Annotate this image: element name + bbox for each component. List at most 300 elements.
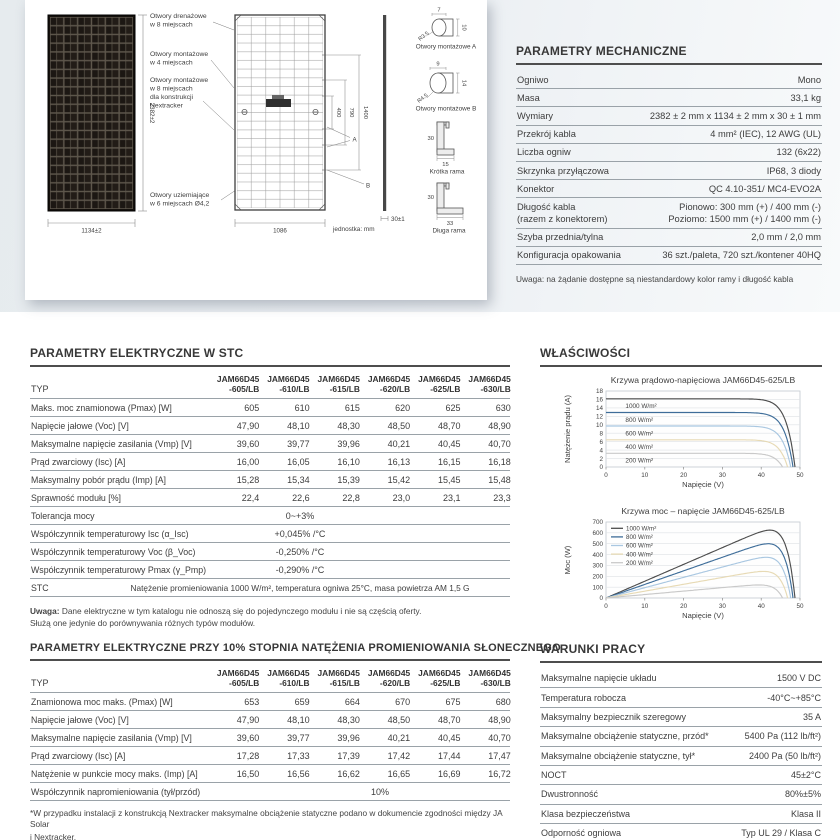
x-tick-label: 20 bbox=[680, 603, 688, 610]
x-tick-label: 50 bbox=[796, 603, 804, 610]
cell-value: 15,45 bbox=[437, 475, 461, 486]
row-label bbox=[517, 166, 609, 176]
model-name: JAM66D45 bbox=[418, 668, 461, 678]
operating-conditions-table bbox=[540, 669, 822, 840]
table-row bbox=[540, 727, 822, 746]
table-row bbox=[30, 693, 510, 711]
row-label-line: Konfiguracja opakowania bbox=[517, 250, 621, 261]
row-label: Maksymalny pobór prądu (Imp) [A] bbox=[31, 475, 166, 486]
y-tick-label: 12 bbox=[595, 413, 603, 421]
cell-value: 605 bbox=[244, 403, 260, 414]
cell-value: 23,1 bbox=[442, 493, 461, 504]
row-label bbox=[541, 751, 695, 761]
model-suffix: -630/LB bbox=[480, 384, 511, 395]
mechanical-table bbox=[516, 71, 822, 265]
column-header bbox=[259, 668, 309, 688]
row-value-line: 2,0 mm / 2,0 mm bbox=[751, 232, 821, 243]
cell-value: 39,60 bbox=[236, 439, 260, 450]
cell-value: 48,70 bbox=[437, 421, 461, 432]
model-suffix: -605/LB bbox=[229, 384, 260, 395]
span-value: Natężenie promieniowania 1000 W/m², temperatura ogniwa 25°C, masa powietrza AM 1,5 G bbox=[130, 583, 470, 594]
cell-value: 48,90 bbox=[488, 715, 511, 726]
cell-value: 16,69 bbox=[437, 769, 461, 780]
table-row bbox=[30, 471, 510, 489]
row-value-line: 2400 Pa (50 lb/ft²) bbox=[748, 750, 821, 761]
column-header bbox=[460, 374, 510, 394]
cell-value: 40,70 bbox=[488, 733, 511, 744]
model-suffix: -625/LB bbox=[430, 678, 461, 689]
hole-a-height-dim: 10 bbox=[460, 24, 467, 31]
row-label: Maksymalne napięcie zasilania (Vmp) [V] bbox=[31, 439, 192, 450]
row-label: Tolerancja mocy bbox=[31, 511, 95, 522]
row-label-line: Skrzynka przyłączowa bbox=[517, 165, 609, 176]
iv-curve-chart bbox=[540, 373, 822, 493]
row-label bbox=[541, 789, 598, 799]
row-label-line: Maksymalny bezpiecznik szeregowy bbox=[541, 711, 687, 722]
model-name: JAM66D45 bbox=[418, 374, 461, 384]
row-value-line: IP68, 3 diody bbox=[766, 165, 821, 176]
row-value bbox=[745, 731, 821, 741]
mechanical-note: Uwaga: na żądanie dostępne są niestandardowy kolor ramy i długość kabla bbox=[516, 273, 794, 284]
table-row bbox=[540, 708, 822, 727]
y-axis-label: Natężenie prądu (A) bbox=[563, 395, 572, 463]
cell-value: 680 bbox=[495, 697, 511, 708]
cell-value: 48,50 bbox=[387, 715, 411, 726]
cell-value: 610 bbox=[294, 403, 310, 414]
front-width-dim-lines bbox=[48, 219, 135, 227]
row-value-line: Pionowo: 300 mm (+) / 400 mm (-) bbox=[679, 201, 821, 212]
y-tick-label: 100 bbox=[592, 584, 603, 592]
cell-value: 48,30 bbox=[337, 421, 360, 432]
x-tick-label: 50 bbox=[796, 472, 804, 479]
column-header bbox=[410, 668, 460, 688]
row-value bbox=[767, 166, 821, 176]
cell-value: 16,13 bbox=[387, 457, 411, 468]
table-row bbox=[30, 561, 510, 579]
cell-value: 625 bbox=[445, 403, 461, 414]
x-axis-label: Napięcie (V) bbox=[682, 611, 724, 620]
row-label-line: Przekrój kabla bbox=[517, 129, 576, 140]
row-value bbox=[709, 184, 821, 194]
y-tick-label: 2 bbox=[599, 455, 603, 463]
mechanical-parameters-section bbox=[516, 44, 822, 285]
cell-value: 16,00 bbox=[236, 457, 260, 468]
model-name: JAM66D45 bbox=[468, 374, 511, 384]
column-header bbox=[209, 668, 259, 688]
front-view-drawing bbox=[48, 15, 155, 235]
row-label-line: Maksymalne obciążenie statyczne, przód* bbox=[541, 731, 709, 742]
row-label-line: Ogniwo bbox=[517, 74, 549, 85]
cell-value: 47,90 bbox=[236, 421, 260, 432]
detail-drawings bbox=[416, 8, 477, 235]
table-row bbox=[516, 247, 822, 265]
model-name: JAM66D45 bbox=[216, 668, 260, 678]
callout-line: w 4 miejscach bbox=[150, 59, 193, 67]
row-label: Napięcie jałowe (Voc) [V] bbox=[31, 421, 129, 432]
column-header bbox=[360, 374, 410, 394]
y-tick-label: 14 bbox=[595, 405, 603, 413]
row-label bbox=[541, 673, 657, 683]
y-axis-label: Moc (W) bbox=[563, 545, 572, 575]
rear-dim-400: 400 bbox=[335, 107, 341, 118]
cell-value: 670 bbox=[395, 697, 411, 708]
legend-label: 600 W/m² bbox=[625, 430, 654, 438]
row-label: Maks. moc znamionowa (Pmax) [W] bbox=[31, 403, 172, 414]
x-tick-label: 40 bbox=[757, 472, 765, 479]
row-value-line: 5400 Pa (112 lb/ft²) bbox=[744, 731, 821, 742]
y-tick-label: 10 bbox=[595, 421, 603, 429]
drawings-card bbox=[25, 0, 487, 300]
model-suffix: -605/LB bbox=[229, 678, 260, 689]
technical-drawings bbox=[25, 0, 487, 300]
row-label-line: Wymiary bbox=[517, 110, 554, 121]
y-tick-label: 200 bbox=[592, 573, 603, 581]
row-label bbox=[541, 770, 567, 780]
row-label-line: NOCT bbox=[541, 770, 567, 781]
column-header bbox=[460, 668, 510, 688]
cell-value: 17,44 bbox=[437, 751, 461, 762]
cell-value: 17,42 bbox=[387, 751, 411, 762]
stc-table bbox=[30, 371, 510, 597]
note-text: Dane elektryczne w tym katalogu nie odnoszą się do pojedynczego modułu i nie są częścią oferty. bbox=[59, 606, 422, 617]
y-tick-label: 0 bbox=[599, 464, 603, 472]
table-row bbox=[30, 579, 510, 597]
row-label-line: Konektor bbox=[517, 183, 555, 194]
table-row bbox=[516, 162, 822, 180]
column-header bbox=[310, 374, 360, 394]
hole-a-width-dim: 7 bbox=[437, 7, 441, 14]
legend-label: 200 W/m² bbox=[625, 457, 654, 465]
row-value bbox=[777, 147, 821, 157]
long-frame-profile bbox=[437, 183, 463, 214]
model-suffix: -620/LB bbox=[379, 678, 411, 689]
column-header bbox=[360, 668, 410, 688]
table-row bbox=[30, 453, 510, 471]
row-value-line: 80%±5% bbox=[785, 789, 821, 800]
cell-value: 16,15 bbox=[437, 457, 461, 468]
rear-width-dim-lines bbox=[235, 219, 325, 227]
cell-value: 22,8 bbox=[342, 493, 360, 504]
table-row bbox=[30, 729, 510, 747]
row-label bbox=[517, 232, 603, 242]
row-value bbox=[710, 129, 821, 139]
row-label: Natężenie w punkcie mocy maks. (Imp) [A] bbox=[31, 769, 198, 780]
front-width-dim: 1134±2 bbox=[81, 227, 102, 235]
rear-width-dim: 1086 bbox=[273, 227, 287, 235]
row-label bbox=[517, 93, 540, 103]
model-name: JAM66D45 bbox=[317, 374, 360, 384]
section-title-stc: PARAMETRY ELEKTRYCZNE W STC bbox=[30, 346, 244, 360]
row-label bbox=[517, 250, 621, 260]
row-label: Prąd zwarciowy (Isc) [A] bbox=[31, 457, 126, 468]
hole-b-width-dim: 9 bbox=[436, 61, 440, 68]
cell-value: 39,60 bbox=[236, 733, 260, 744]
cell-value: 675 bbox=[445, 697, 461, 708]
typ-label: TYP bbox=[31, 384, 49, 395]
span-value: +0,045% /°C bbox=[274, 529, 326, 540]
model-name: JAM66D45 bbox=[267, 668, 310, 678]
hole-b-height-dim: 14 bbox=[460, 79, 467, 87]
row-label: Współczynnik temperaturowy Isc (α_Isc) bbox=[31, 529, 189, 540]
hole-a-radius-dim: R3.5 bbox=[417, 30, 431, 43]
cell-value: 664 bbox=[344, 697, 360, 708]
y-tick-label: 500 bbox=[592, 540, 603, 548]
cell-value: 15,34 bbox=[287, 475, 310, 486]
rear-view-drawing bbox=[235, 15, 375, 235]
row-value-line: 35 A bbox=[802, 711, 821, 722]
column-header bbox=[259, 374, 309, 394]
legend-label: 400 W/m² bbox=[626, 551, 653, 559]
model-name: JAM66D45 bbox=[317, 668, 360, 678]
table-row bbox=[516, 229, 822, 247]
row-label bbox=[541, 809, 630, 819]
row-label bbox=[517, 147, 571, 157]
model-suffix: -615/LB bbox=[329, 384, 360, 395]
callout-line: Nextracker bbox=[150, 102, 183, 110]
y-tick-label: 400 bbox=[592, 551, 603, 559]
y-tick-label: 6 bbox=[599, 438, 603, 446]
table-row bbox=[540, 785, 822, 804]
row-label: Napięcie jałowe (Voc) [V] bbox=[31, 715, 129, 726]
low-irradiance-table bbox=[30, 665, 510, 801]
row-label: Sprawność modułu [%] bbox=[31, 493, 121, 504]
title-rule bbox=[540, 661, 822, 663]
y-tick-label: 0 bbox=[599, 595, 603, 603]
row-value-line: Mono bbox=[797, 74, 821, 85]
table-header-row bbox=[30, 371, 510, 399]
cell-value: 47,90 bbox=[236, 715, 260, 726]
stc-note-1 bbox=[30, 606, 510, 617]
low-irradiance-footnote-1: *W przypadku instalacji z konstrukcją Nextracker maksymalne obciążenie statyczne podano w dokumencie zgodności między JA Solar bbox=[30, 808, 503, 830]
hole-b-radius-dim: R4.5 bbox=[416, 92, 430, 105]
cell-value: 16,10 bbox=[337, 457, 360, 468]
cell-value: 17,39 bbox=[337, 751, 360, 762]
x-tick-label: 40 bbox=[757, 603, 765, 610]
model-suffix: -615/LB bbox=[329, 678, 360, 689]
rear-dim-790: 790 bbox=[348, 107, 354, 118]
cell-value: 17,33 bbox=[287, 751, 310, 762]
callout-line: Otwory montażowe bbox=[150, 51, 209, 58]
long-frame-width-dim: 33 bbox=[446, 221, 454, 227]
span-value: 10% bbox=[370, 787, 389, 798]
x-axis-label: Napięcie (V) bbox=[682, 480, 724, 489]
row-value bbox=[791, 93, 822, 103]
cell-value: 16,56 bbox=[287, 769, 310, 780]
cell-value: 659 bbox=[294, 697, 310, 708]
note-prefix: Uwaga: bbox=[30, 606, 60, 617]
table-row bbox=[516, 198, 822, 228]
short-frame-width-dim: 15 bbox=[442, 162, 449, 168]
model-suffix: -610/LB bbox=[279, 678, 310, 689]
row-label bbox=[517, 184, 554, 194]
section-title-low-irradiance: PARAMETRY ELEKTRYCZNE PRZY 10% STOPNIA NATĘŻENIA PROMIENIOWANIA SŁONECZNEGO bbox=[30, 642, 561, 654]
callout-line: w 8 miejscach bbox=[150, 21, 193, 29]
hole-mark-a: A bbox=[352, 136, 357, 144]
cell-value: 22,4 bbox=[241, 493, 260, 504]
table-row bbox=[516, 89, 822, 107]
table-row bbox=[30, 747, 510, 765]
table-row bbox=[30, 489, 510, 507]
cell-value: 15,48 bbox=[488, 475, 511, 486]
column-header bbox=[410, 374, 460, 394]
table-row bbox=[516, 180, 822, 198]
table-row bbox=[30, 399, 510, 417]
cell-value: 48,30 bbox=[337, 715, 360, 726]
span-value: -0,250% /°C bbox=[275, 547, 325, 558]
cell-value: 39,96 bbox=[337, 733, 360, 744]
table-row bbox=[540, 766, 822, 785]
cell-value: 48,70 bbox=[437, 715, 461, 726]
column-header bbox=[209, 374, 259, 394]
hole-a-label: Otwory montażowe A bbox=[415, 43, 477, 51]
chart-title: Krzywa moc – napięcie JAM66D45-625/LB bbox=[621, 506, 785, 516]
cell-value: 23,3 bbox=[493, 493, 511, 504]
row-value bbox=[662, 250, 821, 260]
callout-line: dla konstrukcji bbox=[150, 94, 194, 101]
table-row bbox=[540, 688, 822, 707]
table-row bbox=[540, 669, 822, 688]
cell-value: 15,28 bbox=[236, 475, 260, 486]
x-tick-label: 10 bbox=[641, 603, 649, 610]
legend-label: 800 W/m² bbox=[626, 534, 653, 542]
front-height-dim: 2382±2 bbox=[148, 102, 155, 124]
cell-value: 48,50 bbox=[387, 421, 411, 432]
cell-value: 17,47 bbox=[488, 751, 511, 762]
chart-title: Krzywa prądowo-napięciowa JAM66D45-625/LB bbox=[610, 375, 796, 385]
section-title-properties: WŁAŚCIWOŚCI bbox=[540, 346, 631, 360]
row-label-line: Dwustronność bbox=[541, 789, 599, 800]
row-label bbox=[541, 712, 686, 722]
x-tick-label: 0 bbox=[604, 472, 608, 479]
hole-b-label: Otwory montażowe B bbox=[415, 105, 477, 113]
table-row bbox=[30, 711, 510, 729]
title-rule bbox=[516, 63, 822, 65]
row-label-line: Liczba ogniw bbox=[517, 147, 571, 158]
cell-value: 48,90 bbox=[488, 421, 511, 432]
row-value bbox=[785, 789, 821, 799]
model-suffix: -630/LB bbox=[480, 678, 511, 689]
row-value-line: 2382 ± 2 mm x 1134 ± 2 mm x 30 ± 1 mm bbox=[649, 110, 821, 121]
y-tick-label: 300 bbox=[592, 562, 603, 570]
cell-value: 17,28 bbox=[236, 751, 260, 762]
model-name: JAM66D45 bbox=[367, 668, 411, 678]
row-label bbox=[517, 202, 607, 224]
model-name: JAM66D45 bbox=[468, 668, 511, 678]
row-value-line: -40°C~+85°C bbox=[767, 692, 821, 703]
row-value bbox=[749, 751, 821, 761]
cell-value: 16,65 bbox=[387, 769, 411, 780]
cell-value: 16,05 bbox=[287, 457, 310, 468]
row-value-line: 45±2°C bbox=[790, 770, 821, 781]
x-tick-label: 0 bbox=[604, 603, 608, 610]
model-suffix: -625/LB bbox=[430, 384, 461, 395]
y-tick-label: 700 bbox=[592, 519, 603, 527]
stc-electrical-section bbox=[30, 346, 510, 630]
model-suffix: -610/LB bbox=[279, 384, 310, 395]
callout-line: Otwory uziemiające bbox=[150, 192, 210, 199]
legend-label: 200 W/m² bbox=[626, 559, 653, 567]
model-name: JAM66D45 bbox=[216, 374, 260, 384]
row-label: STC bbox=[31, 583, 49, 594]
callout-labels bbox=[149, 13, 236, 208]
row-label-line: Maksymalne napięcie układu bbox=[541, 673, 657, 684]
y-tick-label: 18 bbox=[595, 388, 603, 396]
x-tick-label: 10 bbox=[641, 472, 649, 479]
cell-value: 39,77 bbox=[287, 733, 310, 744]
model-name: JAM66D45 bbox=[267, 374, 310, 384]
title-rule bbox=[30, 365, 510, 367]
unit-note: jednostka: mm bbox=[333, 226, 375, 233]
table-row bbox=[516, 144, 822, 162]
row-value bbox=[767, 693, 821, 703]
table-row bbox=[540, 805, 822, 824]
table-row bbox=[30, 783, 510, 801]
short-frame-profile bbox=[437, 122, 454, 155]
x-tick-label: 20 bbox=[680, 472, 688, 479]
row-value bbox=[798, 75, 821, 85]
cell-value: 16,18 bbox=[488, 457, 511, 468]
pv-curve-chart bbox=[540, 504, 822, 624]
row-value-line: QC 4.10-351/ MC4-EVO2A bbox=[708, 183, 821, 194]
typ-label: TYP bbox=[31, 678, 49, 689]
row-label-line: Klasa bezpieczeństwa bbox=[541, 808, 631, 819]
callout-line: Otwory montażowe bbox=[150, 77, 209, 84]
cell-value: 40,21 bbox=[387, 733, 411, 744]
legend-label: 1000 W/m² bbox=[626, 525, 657, 533]
cell-value: 39,96 bbox=[337, 439, 360, 450]
side-thickness-dim: 30±1 bbox=[391, 216, 405, 223]
row-value-line: 36 szt./paleta, 720 szt./kontener 40HQ bbox=[662, 250, 821, 261]
row-value bbox=[791, 809, 821, 819]
row-value bbox=[803, 712, 821, 722]
long-frame-height-dim: 30 bbox=[427, 195, 434, 201]
cell-value: 15,39 bbox=[337, 475, 360, 486]
cell-value: 40,70 bbox=[488, 439, 511, 450]
row-label: Znamionowa moc maks. (Pmax) [W] bbox=[31, 697, 173, 708]
row-value-line: 33,1 kg bbox=[790, 92, 821, 103]
row-label bbox=[517, 111, 553, 121]
operating-conditions-section bbox=[540, 642, 822, 840]
row-label: Współczynnik temperaturowy Pmax (γ_Pmp) bbox=[31, 565, 207, 576]
x-tick-label: 30 bbox=[718, 472, 726, 479]
cell-value: 16,72 bbox=[488, 769, 511, 780]
cell-value: 39,77 bbox=[287, 439, 310, 450]
row-label bbox=[541, 828, 621, 838]
callout-line: Otwory drenażowe bbox=[150, 13, 207, 20]
row-value-line: Typ UL 29 / Klasa C bbox=[741, 828, 821, 839]
row-value-line: 132 (6x22) bbox=[776, 147, 821, 158]
table-row bbox=[30, 417, 510, 435]
cell-value: 40,21 bbox=[387, 439, 411, 450]
properties-section bbox=[540, 346, 822, 629]
section-title-operating: WARUNKI PRACY bbox=[540, 642, 646, 656]
callout-line: w 6 miejscach Ø4,2 bbox=[150, 200, 210, 208]
row-label-line: Masa bbox=[517, 92, 540, 103]
cell-value: 40,45 bbox=[437, 439, 461, 450]
row-label-line: Maksymalne obciążenie statyczne, tył* bbox=[541, 750, 696, 761]
row-label-line: Szyba przednia/tylna bbox=[517, 232, 604, 243]
row-label bbox=[541, 693, 626, 703]
cell-value: 15,42 bbox=[387, 475, 411, 486]
row-label: Maksymalne napięcie zasilania (Vmp) [V] bbox=[31, 733, 192, 744]
section-title-mechanical: PARAMETRY MECHANICZNE bbox=[516, 44, 687, 58]
row-value bbox=[650, 111, 821, 121]
long-frame-label: Długa rama bbox=[432, 227, 466, 235]
table-row bbox=[516, 126, 822, 144]
row-value bbox=[751, 232, 821, 242]
row-label-line: Odporność ogniowa bbox=[541, 828, 622, 839]
legend-label: 1000 W/m² bbox=[625, 403, 657, 411]
